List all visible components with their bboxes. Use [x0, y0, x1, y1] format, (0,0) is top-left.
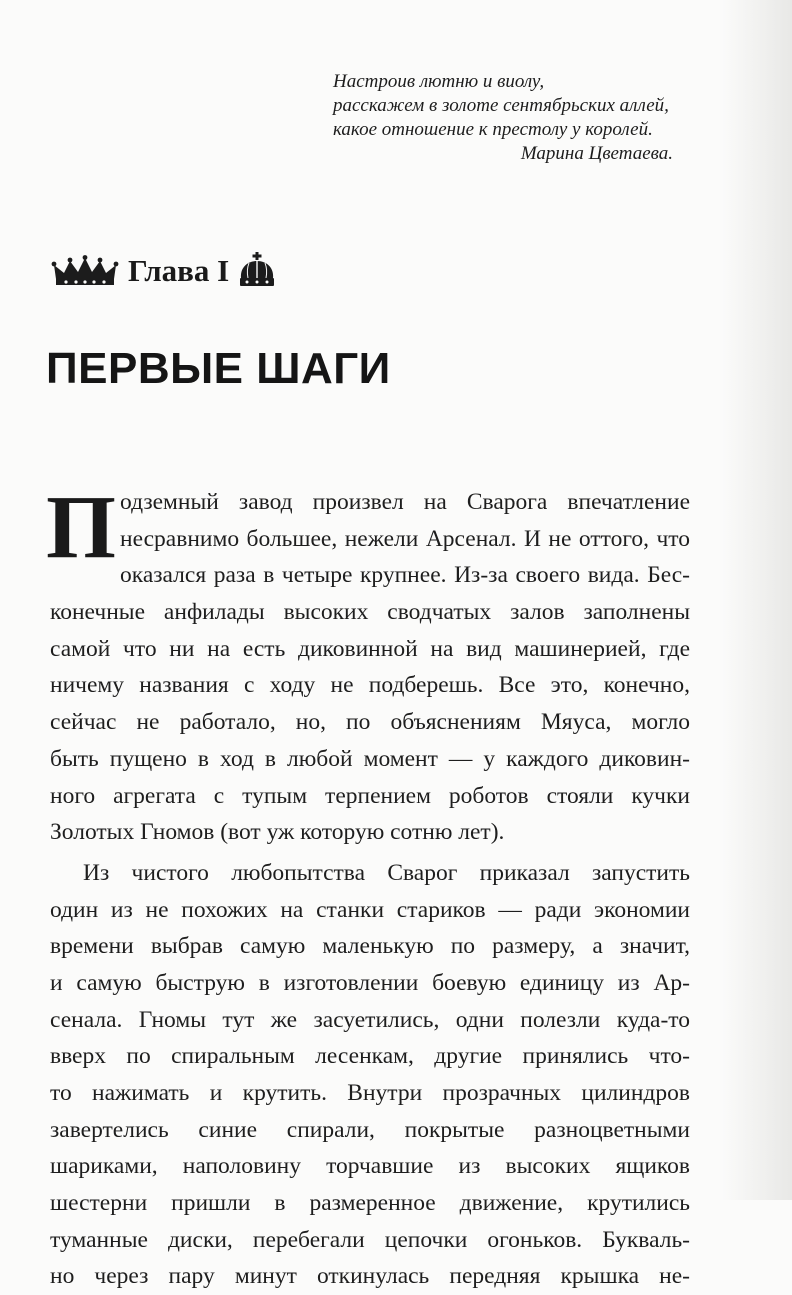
text-line: сенала. Гномы тут же засуетились, одни полезли куда-то [50, 1006, 690, 1033]
text-line: и самую быструю в изготовлении боевую единицу из Ар- [50, 969, 690, 996]
text-line: сейчас не работало, но, по объяснениям Мяуса, могло [50, 709, 690, 736]
text-line: ничему названия с ходу не подберешь. Все это, конечно, [50, 672, 690, 699]
text-line: самой что ни на есть диковинной на вид машинерией, где [50, 635, 690, 662]
text-line: времени выбрав самую маленькую по размеру, а значит, [50, 933, 690, 960]
text-line: ного агрегата с тупым терпением роботов стояли кучки [50, 782, 690, 809]
page-edge-shading [722, 0, 792, 1200]
text-line: одземный завод произвел на Сварога впечатление [120, 489, 690, 515]
text-line: вверх по спиральным лесенкам, другие принялись что- [50, 1043, 690, 1070]
chapter-title: ПЕРВЫЕ ШАГИ [46, 344, 391, 393]
text-line: оказался раза в четыре крупнее. Из-за своего вида. Бес- [120, 562, 690, 589]
text-line: быть пущено в ход в любой момент — у каждого диковин- [50, 745, 690, 772]
epigraph-line: Настроив лютню и виолу, [333, 71, 545, 92]
chapter-heading [50, 252, 277, 290]
text-line: Из чистого любопытства Сварог приказал запустить [83, 859, 690, 886]
epigraph-line: какое отношение к престолу у королей. [333, 119, 653, 140]
drop-cap: П [46, 478, 117, 577]
text-line: завертелись синие спирали, покрытые разноцветными [50, 1116, 690, 1143]
text-line: шариками, наполовину торчавшие из высоких ящиков [50, 1153, 690, 1180]
text-line: но через пару минут откинулась передняя крышка не- [50, 1263, 690, 1290]
coronet-icon [50, 255, 120, 287]
text-line: шестерни пришли в размеренное движение, крутились [50, 1190, 690, 1217]
text-line: Золотых Гномов (вот уж которую сотню лет). [50, 819, 505, 846]
epigraph-line: расскажем в золоте сентябрьских аллей, [333, 95, 669, 116]
body-text [46, 478, 690, 1295]
epigraph [333, 70, 683, 166]
text-line: туманные диски, перебегали цепочки огоньков. Букваль- [50, 1226, 690, 1253]
text-line: то нажимать и крутить. Внутри прозрачных цилиндров [50, 1080, 690, 1106]
epigraph-author: Марина Цветаева. [520, 143, 673, 164]
crown-icon [237, 252, 277, 290]
text-line: один из не похожих на станки стариков — ради экономии [50, 896, 690, 923]
text-line: несравнимо большее, нежели Арсенал. И не оттого, что [120, 525, 690, 552]
paragraph [46, 478, 690, 851]
paragraph [50, 855, 690, 1295]
text-line: конечные анфилады высоких сводчатых залов заполнены [50, 599, 690, 626]
chapter-label: Глава I [128, 253, 230, 288]
